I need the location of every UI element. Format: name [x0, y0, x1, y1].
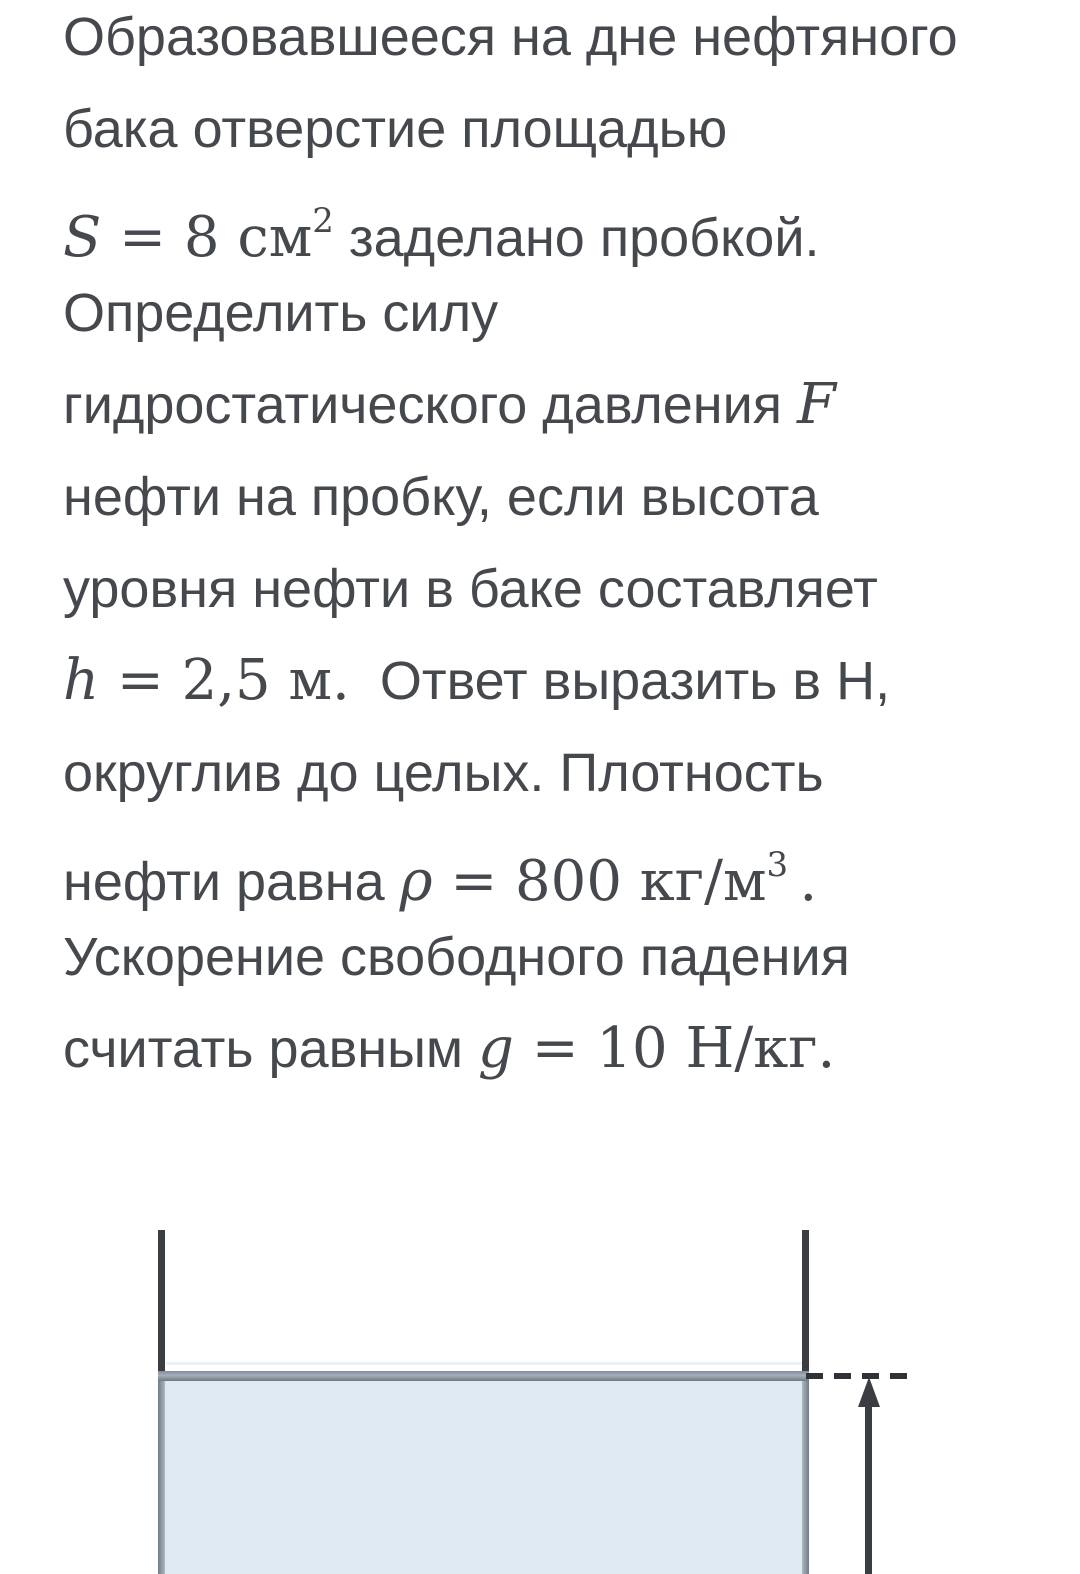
tank-border-left — [158, 1381, 165, 1574]
text-run: Ускорение свободного падения — [63, 927, 850, 987]
math-variable-S: S — [63, 205, 102, 270]
text-run: нефти равна — [63, 852, 400, 912]
text-run: округлив до целых. Плотность — [63, 743, 824, 803]
text-run: Ответ выразить в Н, — [349, 651, 891, 711]
height-arrow-shaft — [865, 1405, 872, 1574]
oil-fill — [165, 1381, 802, 1574]
text-run: заделано пробкой. — [333, 208, 820, 268]
math-run: = 2,5 м. — [99, 648, 350, 713]
text-run: Определить силу — [63, 283, 499, 343]
text-run: бака отверстие площадью — [63, 99, 728, 159]
text-run: уровня нефти в баке составляет — [63, 559, 878, 619]
text-run: Образовавшееся на дне нефтяного — [63, 7, 958, 67]
math-variable-F: F — [797, 372, 836, 437]
oil-surface-line — [158, 1371, 809, 1381]
math-variable-g: g — [478, 1016, 514, 1081]
text-run: гидростатического давления — [63, 375, 798, 435]
math-superscript: 3 — [766, 845, 789, 885]
math-variable-h: h — [63, 648, 100, 713]
oil-surface-highlight — [166, 1362, 802, 1365]
math-run: = 8 см — [101, 205, 313, 270]
tank-border-right — [802, 1381, 809, 1574]
math-variable-rho: ρ — [399, 849, 433, 914]
text-run: считать равным — [63, 1019, 479, 1079]
height-arrow-head — [858, 1377, 880, 1407]
tank-wall-left — [158, 1230, 165, 1373]
math-run: = 10 Н/кг. — [513, 1016, 836, 1081]
math-run: . — [788, 849, 818, 914]
math-run: = 800 кг/м — [432, 849, 767, 914]
text-run: нефти на пробку, если высота — [63, 467, 819, 527]
tank-wall-right — [802, 1230, 809, 1373]
math-superscript: 2 — [312, 201, 334, 241]
